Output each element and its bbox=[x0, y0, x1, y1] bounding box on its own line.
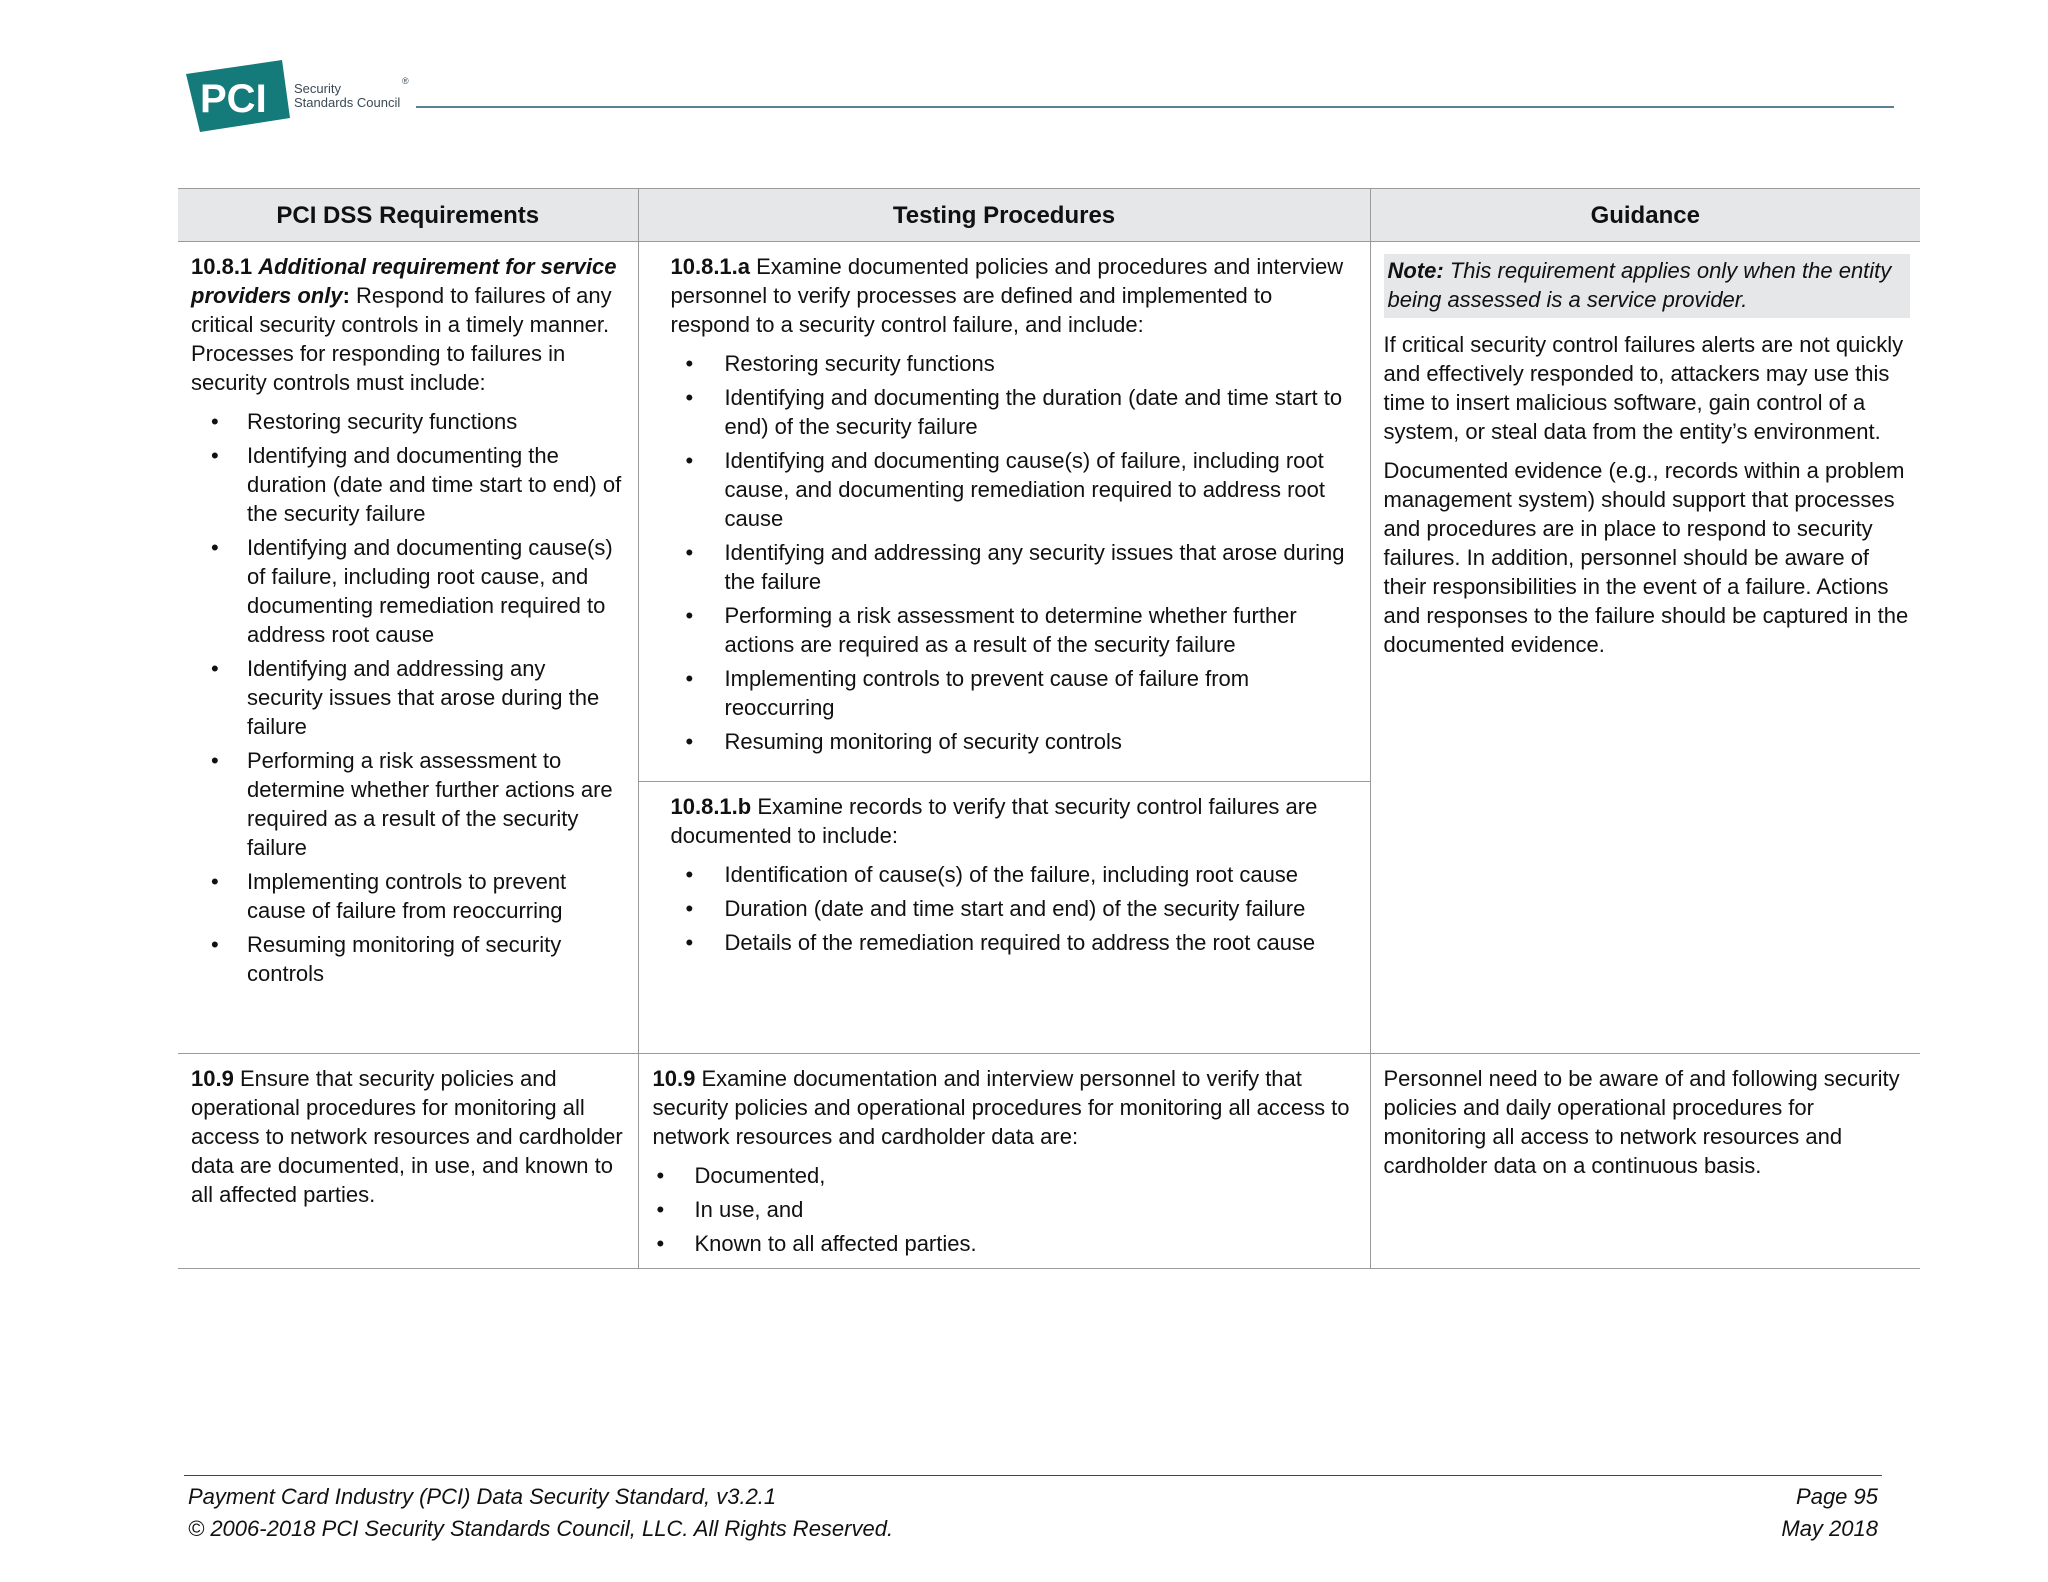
footer-line-2 bbox=[188, 1514, 1878, 1544]
testing-body: Examine documentation and interview personnel to verify that security policies and operational procedures for monitoring all access to network resources and cardholder data are: bbox=[652, 1066, 1350, 1149]
logo-line2: Standards Council bbox=[294, 95, 401, 110]
testing-a-body: Examine documented policies and procedures and interview personnel to verify processes are defined and implemented to respond to a security control failure, and include: bbox=[670, 254, 1344, 337]
list-item: • Documented, bbox=[653, 1161, 1356, 1190]
requirement-list bbox=[191, 407, 626, 988]
service-provider-note bbox=[1384, 254, 1911, 318]
list-item: • Performing a risk assessment to determine whether further actions are required as a result of the security failure bbox=[191, 746, 626, 862]
list-item: • Implementing controls to prevent cause of failure from reoccurring bbox=[191, 867, 626, 925]
list-item: • Performing a risk assessment to determine whether further actions are required as a result of the security failure bbox=[671, 601, 1356, 659]
list-item: • Restoring security functions bbox=[191, 407, 626, 436]
note-label: Note: bbox=[1387, 258, 1444, 283]
guidance-cell bbox=[1370, 242, 1920, 1054]
testing-text bbox=[653, 1064, 1356, 1151]
testing-cell bbox=[638, 242, 1370, 1054]
requirement-emphasis: Additional requirement for service providers only bbox=[191, 254, 617, 308]
testing-b-id: 10.8.1.b bbox=[670, 794, 752, 819]
testing-b-list bbox=[671, 860, 1356, 957]
requirement-cell bbox=[178, 242, 638, 1054]
list-item: • Identifying and documenting cause(s) of failure, including root cause, and documenting remediation required to address root cause bbox=[671, 446, 1356, 533]
logo-registered-mark: ® bbox=[402, 76, 409, 86]
guidance-paragraph: If critical security control failures alerts are not quickly and effectively responded to, attackers may use this time to insert malicious software, gain control of a system, or steal data from the entity’s environment. bbox=[1383, 332, 1904, 444]
testing-b-text bbox=[671, 792, 1356, 850]
requirement-body: Ensure that security policies and operational procedures for monitoring all access to network resources and cardholder data are documented, in use, and known to all affected parties. bbox=[191, 1066, 623, 1207]
testing-a-text bbox=[671, 252, 1356, 339]
guidance-paragraph: Personnel need to be aware of and following security policies and daily operational procedures for monitoring all access to network resources and cardholder data on a continuous basis. bbox=[1383, 1066, 1900, 1178]
logo-mark-text: PCI bbox=[200, 77, 267, 121]
list-item: • Implementing controls to prevent cause of failure from reoccurring bbox=[671, 664, 1356, 722]
testing-a-list bbox=[671, 349, 1356, 756]
table-row bbox=[178, 242, 1920, 1054]
footer-divider bbox=[184, 1475, 1882, 1476]
list-item: • Identifying and addressing any security issues that arose during the failure bbox=[671, 538, 1356, 596]
testing-procedure-a bbox=[639, 242, 1370, 781]
requirement-id: 10.8.1 bbox=[191, 254, 253, 279]
header-guidance: Guidance bbox=[1370, 189, 1920, 242]
footer-document-title: Payment Card Industry (PCI) Data Security Standard, v3.2.1 bbox=[188, 1484, 777, 1509]
testing-list bbox=[653, 1161, 1356, 1258]
logo-text bbox=[294, 82, 400, 110]
logo-line1: Security bbox=[294, 81, 341, 96]
list-item: • Details of the remediation required to address the root cause bbox=[671, 928, 1356, 957]
requirement-cell bbox=[178, 1054, 638, 1269]
testing-cell bbox=[638, 1054, 1370, 1269]
footer-copyright: © 2006-2018 PCI Security Standards Council, LLC. All Rights Reserved. bbox=[188, 1516, 894, 1541]
footer-page-number: Page 95 bbox=[1796, 1484, 1878, 1509]
list-item: • Identifying and documenting cause(s) of failure, including root cause, and documenting remediation required to address root cause bbox=[191, 533, 626, 649]
list-item: • Identifying and documenting the duration (date and time start to end) of the security failure bbox=[191, 441, 626, 528]
testing-b-body: Examine records to verify that security control failures are documented to include: bbox=[670, 794, 1318, 848]
testing-id: 10.9 bbox=[652, 1066, 696, 1091]
pci-logo-icon bbox=[186, 60, 296, 132]
list-item: • Identifying and documenting the duration (date and time start to end) of the security failure bbox=[671, 383, 1356, 441]
guidance-paragraph: Documented evidence (e.g., records within a problem management system) should support that processes and procedures are in place to respond to security failures. In addition, personnel should be aware of their responsibilities in the event of a failure. Actions and responses to the failure should be captured in the documented evidence. bbox=[1383, 458, 1909, 657]
testing-procedure-b bbox=[639, 781, 1370, 971]
list-item: • Identifying and addressing any security issues that arose during the failure bbox=[191, 654, 626, 741]
footer-date: May 2018 bbox=[1781, 1516, 1878, 1541]
list-item: • Resuming monitoring of security controls bbox=[191, 930, 626, 988]
requirement-colon: : bbox=[342, 283, 350, 308]
pci-logo bbox=[186, 60, 416, 132]
header-testing-procedures: Testing Procedures bbox=[638, 189, 1370, 242]
table-header-row bbox=[178, 189, 1920, 242]
list-item: • Resuming monitoring of security controls bbox=[671, 727, 1356, 756]
requirements-table bbox=[178, 188, 1920, 1269]
note-text: This requirement applies only when the entity being assessed is a service provider. bbox=[1387, 258, 1892, 312]
footer-line-1 bbox=[188, 1482, 1878, 1512]
table-row bbox=[178, 1054, 1920, 1269]
header-divider bbox=[416, 106, 1894, 108]
list-item: • Duration (date and time start and end) of the security failure bbox=[671, 894, 1356, 923]
list-item: • In use, and bbox=[653, 1195, 1356, 1224]
list-item: • Restoring security functions bbox=[671, 349, 1356, 378]
requirement-text bbox=[191, 1064, 626, 1209]
guidance-cell bbox=[1370, 1054, 1920, 1269]
requirement-text bbox=[191, 252, 626, 397]
list-item: • Known to all affected parties. bbox=[653, 1229, 1356, 1258]
testing-a-id: 10.8.1.a bbox=[670, 254, 751, 279]
requirement-body: Respond to failures of any critical security controls in a timely manner. Processes for responding to failures in security controls must include: bbox=[191, 283, 612, 395]
requirement-id: 10.9 bbox=[191, 1066, 234, 1091]
list-item: • Identification of cause(s) of the failure, including root cause bbox=[671, 860, 1356, 889]
header-requirements: PCI DSS Requirements bbox=[178, 189, 638, 242]
